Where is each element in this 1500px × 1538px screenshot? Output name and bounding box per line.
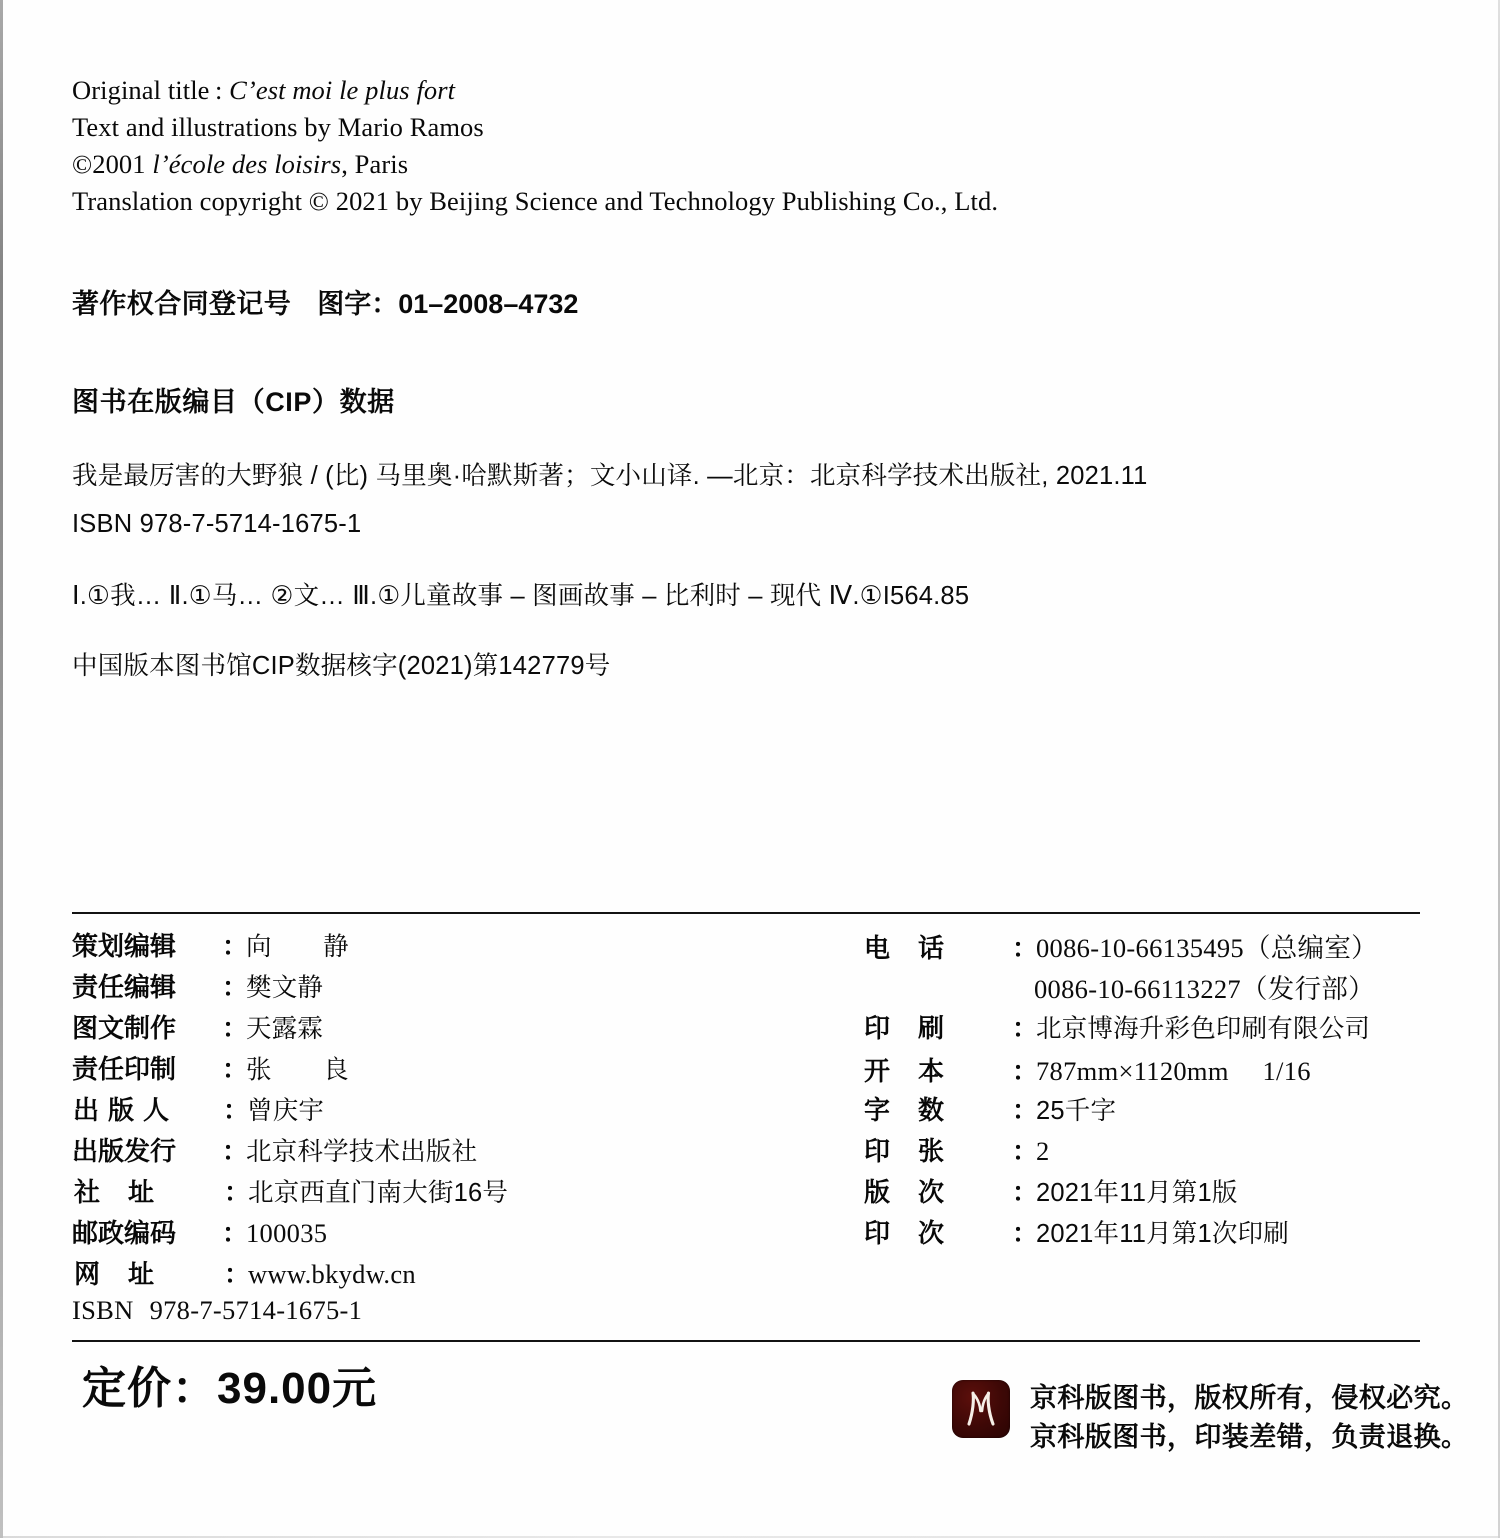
- original-copyright-suffix: , Paris: [341, 149, 409, 179]
- cip-heading: 图书在版编目（CIP）数据: [72, 387, 395, 417]
- price-unit: 元: [332, 1364, 378, 1413]
- label-production-supervisor: 责任印制: [72, 1054, 177, 1084]
- value-format: 787mm×1120mm 1/16: [1036, 1056, 1311, 1086]
- colon: ：: [1012, 1095, 1039, 1125]
- value-telephone-editorial: 0086-10-66135495（总编室）: [1036, 933, 1378, 963]
- colophon-row-format: [862, 1049, 1420, 1090]
- colon: ：: [222, 1054, 249, 1084]
- colophon-row-printing-house: [862, 1008, 1420, 1049]
- author-credit-line: Text and illustrations by Mario Ramos: [72, 112, 484, 142]
- original-copyright-line: [72, 146, 1392, 183]
- contract-label: 著作权合同登记号: [72, 289, 292, 319]
- colon: ：: [224, 1177, 251, 1207]
- label-impression: 印次: [864, 1218, 973, 1248]
- value-postcode: 100035: [246, 1218, 328, 1248]
- value-impression: 2021年11月第1次印刷: [1036, 1220, 1289, 1248]
- colon: ：: [222, 931, 249, 961]
- original-title-label: Original title :: [72, 75, 230, 105]
- notice-line-replacement: 京科版图书，印装差错，负责退换。: [1030, 1422, 1469, 1452]
- label-isbn: ISBN: [72, 1295, 134, 1325]
- colophon-top-rule: [72, 912, 1420, 914]
- original-title-value: C’est moi le plus fort: [229, 75, 456, 105]
- price-label: 定价：: [82, 1364, 217, 1413]
- label-printing-house: 印刷: [864, 1013, 973, 1043]
- colophon-row-impression: [862, 1213, 1420, 1254]
- colon: ：: [224, 1259, 251, 1289]
- colophon-row-postcode: [72, 1213, 862, 1254]
- colophon-row-publishing-distribution: [72, 1131, 862, 1172]
- colon: ：: [1012, 1013, 1039, 1043]
- original-title-line: [72, 72, 1392, 109]
- colophon-row-responsible-editor: [72, 967, 862, 1008]
- label-publishing-distribution: 出版发行: [72, 1136, 177, 1166]
- colon: ：: [223, 1095, 250, 1125]
- cip-verification-number: 中国版本图书馆CIP数据核字(2021)第142779号: [72, 652, 611, 680]
- cip-classification: Ⅰ.①我… Ⅱ.①马… ②文… Ⅲ.①儿童故事 – 图画故事 – 比利时 – 现代 Ⅳ.①I564.85: [72, 582, 970, 610]
- colophon-row-production-supervisor: [72, 1049, 862, 1090]
- price: [82, 1352, 377, 1416]
- notice-line-copyright: 京科版图书，版权所有，侵权必究。: [1030, 1383, 1469, 1413]
- colophon-row-word-count: [862, 1090, 1420, 1131]
- label-graphic-production: 图文制作: [72, 1013, 177, 1043]
- colon: ：: [222, 1013, 249, 1043]
- translation-copyright-line: Translation copyright © 2021 by Beijing Science and Technology Publishing Co., Ltd.: [72, 186, 999, 216]
- label-planning-editor: 策划编辑: [72, 931, 177, 961]
- colophon-row-website[interactable]: [72, 1254, 862, 1295]
- colophon-bottom-rule: [72, 1340, 1420, 1342]
- label-edition: 版次: [864, 1177, 973, 1207]
- value-production-supervisor: 张 良: [246, 1056, 349, 1084]
- colon: ：: [1012, 933, 1039, 963]
- value-publishing-distribution: 北京科学技术出版社: [246, 1138, 478, 1166]
- colophon-row-graphic-production: [72, 1008, 862, 1049]
- label-address: 社址: [74, 1177, 183, 1207]
- contract-number: 图字：01–2008–4732: [317, 289, 579, 319]
- colon: ：: [1012, 1056, 1039, 1086]
- cip-isbn: ISBN 978-7-5714-1675-1: [72, 510, 362, 538]
- jingke-publisher-logo-icon: [952, 1380, 1010, 1438]
- label-format: 开本: [864, 1056, 973, 1086]
- value-isbn: 978-7-5714-1675-1: [149, 1295, 363, 1325]
- colophon-row-edition: [862, 1172, 1420, 1213]
- colophon-row-isbn: [72, 1295, 862, 1336]
- value-planning-editor: 向 静: [246, 933, 349, 961]
- price-amount: 39.00: [217, 1364, 333, 1413]
- notice-text: [1030, 1378, 1468, 1457]
- value-website[interactable]: www.bkydw.cn: [248, 1259, 416, 1289]
- label-responsible-editor: 责任编辑: [72, 972, 177, 1002]
- colophon-row-sheets: [862, 1131, 1420, 1172]
- colophon-right-column: [862, 926, 1420, 1336]
- label-publisher-person: 出版人: [73, 1095, 179, 1125]
- colon: ：: [1012, 1218, 1039, 1248]
- value-edition: 2021年11月第1版: [1036, 1179, 1238, 1207]
- value-publisher-person: 曾庆宇: [247, 1097, 325, 1125]
- original-copyright-prefix: ©2001: [72, 149, 153, 179]
- foreign-rights-block: [72, 72, 1392, 220]
- colon: ：: [222, 1136, 249, 1166]
- colophon: [72, 926, 1420, 1336]
- colon: ：: [1012, 1136, 1039, 1166]
- label-sheets: 印张: [864, 1136, 973, 1166]
- value-printing-house: 北京博海升彩色印刷有限公司: [1036, 1015, 1371, 1043]
- value-address: 北京西直门南大街16号: [248, 1179, 509, 1207]
- colophon-row-telephone: [862, 926, 1420, 967]
- colophon-row-planning-editor: [72, 926, 862, 967]
- colophon-row-publisher-person: [72, 1090, 862, 1131]
- copyright-notice-block: [952, 1378, 1468, 1457]
- label-telephone: 电话: [864, 933, 973, 963]
- label-website: 网址: [74, 1259, 183, 1289]
- value-word-count: 25千字: [1036, 1097, 1117, 1125]
- label-postcode: 邮政编码: [72, 1218, 177, 1248]
- colon: ：: [222, 1218, 249, 1248]
- colophon-row-telephone-secondary: [862, 967, 1420, 1008]
- cip-title-statement: 我是最厉害的大野狼 / (比) 马里奥·哈默斯著；文小山译. —北京：北京科学技术出版社, 2021.11: [72, 462, 1148, 490]
- value-graphic-production: 天露霖: [246, 1015, 324, 1043]
- colon: ：: [1012, 1177, 1039, 1207]
- original-publisher-name: l’école des loisirs: [152, 149, 342, 179]
- cip-body: [72, 452, 1412, 690]
- scan-edge-left: [0, 0, 3, 1538]
- label-word-count: 字数: [864, 1095, 973, 1125]
- value-telephone-distribution: 0086-10-66113227（发行部）: [1034, 974, 1375, 1004]
- colophon-row-address: [72, 1172, 862, 1213]
- value-sheets: 2: [1036, 1136, 1050, 1166]
- copyright-contract-registration: [72, 282, 578, 321]
- colophon-left-column: [72, 926, 862, 1336]
- value-responsible-editor: 樊文静: [246, 974, 324, 1002]
- colon: ：: [222, 972, 249, 1002]
